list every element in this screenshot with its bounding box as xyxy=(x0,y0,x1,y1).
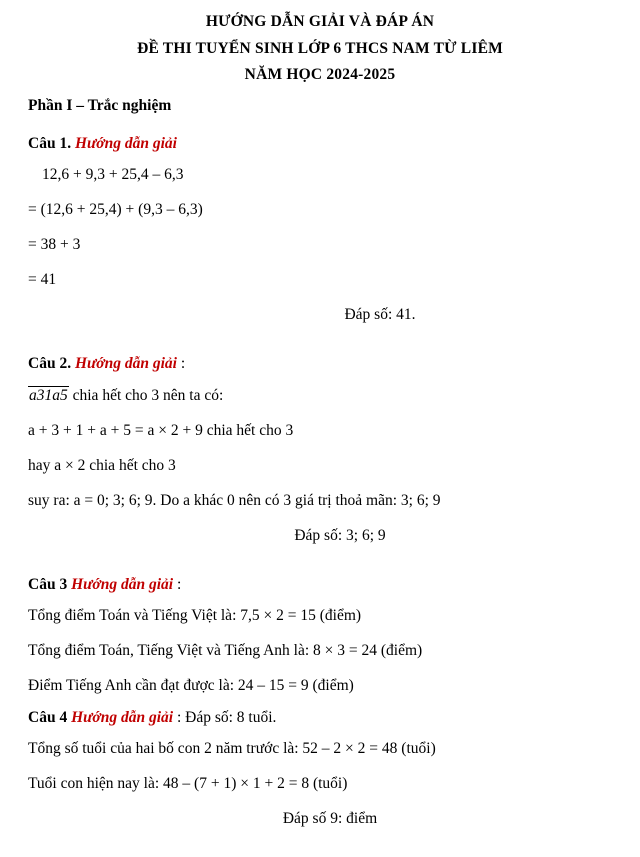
title-line-2: ĐỀ THI TUYỂN SINH LỚP 6 THCS NAM TỪ LIÊM xyxy=(137,39,503,57)
question-3-line-1: Tổng điểm Toán và Tiếng Việt là: 7,5 × 2 = 15 (điểm) xyxy=(28,606,362,624)
spacer-2 xyxy=(26,562,614,576)
question-1-answer: Đáp số: 41. xyxy=(344,305,416,323)
question-2-line-1 xyxy=(26,386,614,405)
spacer-1 xyxy=(26,341,614,355)
title-line-3: NĂM HỌC 2024-2025 xyxy=(244,66,396,83)
question-2-line-1-text: chia hết cho 3 nên ta có: xyxy=(68,386,224,404)
overline-number: a31a5 xyxy=(29,386,68,404)
question-4-answer: Đáp số 9: điểm xyxy=(282,809,378,827)
question-2-line-4: suy ra: a = 0; 3; 6; 9. Do a khác 0 nên có 3 giá trị thoả mãn: 3; 6; 9 xyxy=(28,491,441,509)
question-4-guide: Hướng dẫn giải xyxy=(71,708,174,726)
question-3-rest: : xyxy=(176,575,182,593)
question-2-rest: : xyxy=(180,354,186,372)
question-4-line-1: Tổng số tuổi của hai bố con 2 năm trước là: 52 – 2 × 2 = 48 (tuổi) xyxy=(28,739,436,757)
question-2-answer: Đáp số: 3; 6; 9 xyxy=(294,526,386,544)
question-1-line-4: = 41 xyxy=(28,270,57,288)
question-1-line-3: = 38 + 3 xyxy=(28,235,81,253)
title-line-1: HƯỚNG DẪN GIẢI VÀ ĐÁP ÁN xyxy=(205,13,435,30)
question-3-line-2: Tổng điểm Toán, Tiếng Việt và Tiếng Anh là: 8 × 3 = 24 (điểm) xyxy=(28,641,423,659)
document-title-block xyxy=(26,14,614,83)
question-1-label: Câu 1. xyxy=(28,134,72,152)
question-4-line-2: Tuổi con hiện nay là: 48 – (7 + 1) × 1 + 2 = 8 (tuổi) xyxy=(28,774,348,792)
section-heading: Phần I – Trắc nghiệm xyxy=(28,96,172,114)
question-1-heading xyxy=(26,135,614,153)
question-1-line-2: = (12,6 + 25,4) + (9,3 – 6,3) xyxy=(28,200,203,218)
question-2-heading xyxy=(26,355,614,373)
question-2-label: Câu 2. xyxy=(28,354,72,372)
question-2-guide: Hướng dẫn giải xyxy=(74,354,177,372)
question-3-heading xyxy=(26,576,614,594)
question-4-rest: : Đáp số: 8 tuổi. xyxy=(176,708,277,726)
question-2-line-3: hay a × 2 chia hết cho 3 xyxy=(28,456,176,474)
question-4-heading xyxy=(26,709,614,727)
question-1-guide: Hướng dẫn giải xyxy=(74,134,177,152)
question-2-line-2: a + 3 + 1 + a + 5 = a × 2 + 9 chia hết cho 3 xyxy=(28,421,294,439)
question-1-line-1: 12,6 + 9,3 + 25,4 – 6,3 xyxy=(42,165,184,183)
question-4-label: Câu 4 xyxy=(28,708,68,726)
question-3-line-3: Điểm Tiếng Anh cần đạt được là: 24 – 15 = 9 (điểm) xyxy=(28,676,354,694)
question-3-label: Câu 3 xyxy=(28,575,68,593)
question-3-guide: Hướng dẫn giải xyxy=(71,575,174,593)
